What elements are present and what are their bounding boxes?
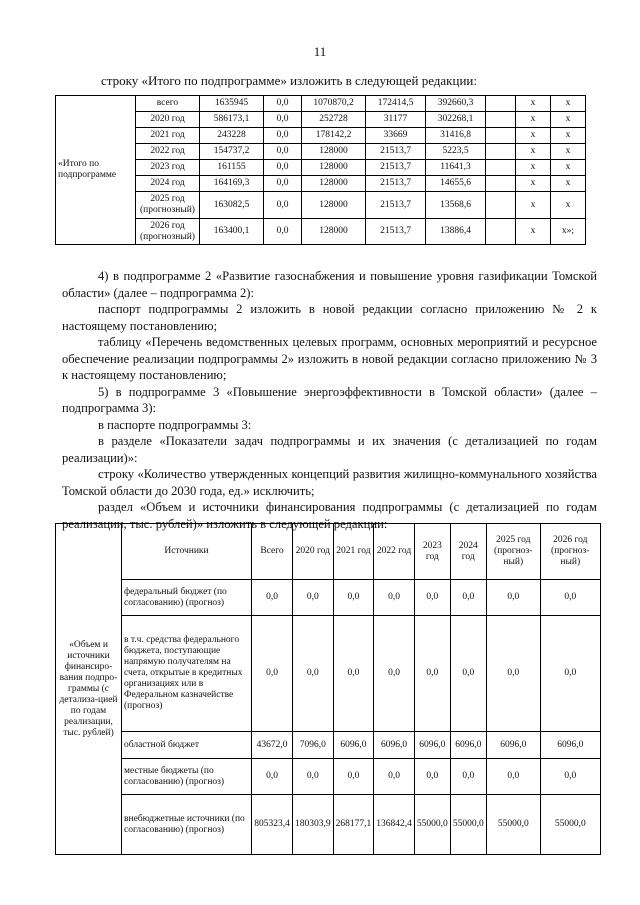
cell-x1: х [516,176,551,192]
source-cell: в т.ч. средства федерального бюджета, поступающие напрямую получателям на счета, открытые в кредитных организациях или в Федеральном казначействе (прогноз) [122,616,252,732]
cell-c3: 31177 [366,112,426,128]
cell-empty [486,160,516,176]
value-cell: 0,0 [414,580,450,616]
value-cell: 0,0 [293,759,334,795]
value-cell: 0,0 [374,616,415,732]
cell-c1: 0,0 [264,128,302,144]
cell-c1: 0,0 [264,176,302,192]
value-cell: 136842,4 [374,795,415,855]
header-cell: Всего [252,524,293,580]
paragraph: в паспорте подпрограммы 3: [98,417,252,432]
value-cell: 805323,4 [252,795,293,855]
cell-year: 2024 год [136,176,200,192]
cell-year: 2021 год [136,128,200,144]
cell-x1: х [516,96,551,112]
cell-c4: 392660,3 [426,96,486,112]
value-cell: 268177,1 [333,795,374,855]
cell-year: всего [136,96,200,112]
cell-c3: 21513,7 [366,176,426,192]
cell-empty [486,112,516,128]
source-cell: внебюджетные источники (по согласованию) (прогноз) [122,795,252,855]
paragraph: таблицу «Перечень ведомственных целевых программ, основных мероприятий и ресурсное обеспечение реализации подпрограммы 2» изложить в новой редакции согласно приложению № 3 к настоящему постановлению; [62,335,597,382]
value-cell: 0,0 [486,759,540,795]
table-row [56,176,586,192]
cell-x1: х [516,160,551,176]
source-cell: местные бюджеты (по согласованию) (прогноз) [122,759,252,795]
cell-c4: 14655,6 [426,176,486,192]
cell-year: 2022 год [136,144,200,160]
table-row [56,144,586,160]
table-row [56,112,586,128]
value-cell: 0,0 [293,616,334,732]
cell-c4: 11641,3 [426,160,486,176]
header-cell: 2025 год (прогноз-ный) [486,524,540,580]
cell-c4: 13886,4 [426,219,486,245]
cell-empty [486,96,516,112]
value-cell: 6096,0 [486,732,540,759]
cell-year: 2020 год [136,112,200,128]
value-cell: 6096,0 [540,732,600,759]
value-cell: 6096,0 [374,732,415,759]
source-cell: областной бюджет [122,732,252,759]
financing-table [55,523,601,855]
header-cell: 2024 год [450,524,486,580]
cell-c2: 128000 [302,176,366,192]
page-number: 11 [313,44,327,59]
paragraph: раздел «Объем и источники финансирования подпрограммы (с детализацией по годам реализации, тыс. рублей)» изложить в следующей редакции: [62,500,597,531]
cell-total: 161155 [200,160,264,176]
cell-total: 163082,5 [200,192,264,219]
header-cell: 2020 год [293,524,334,580]
table-row [56,128,586,144]
value-cell: 0,0 [333,616,374,732]
value-cell: 0,0 [293,580,334,616]
value-cell: 6096,0 [414,732,450,759]
cell-c1: 0,0 [264,219,302,245]
body-text [62,268,597,532]
cell-c2: 252728 [302,112,366,128]
cell-c3: 172414,5 [366,96,426,112]
value-cell: 0,0 [450,616,486,732]
value-cell: 6096,0 [333,732,374,759]
cell-total: 243228 [200,128,264,144]
cell-x2: х [551,128,586,144]
header-cell: 2026 год (прогноз-ный) [540,524,600,580]
table-row [56,580,601,616]
value-cell: 0,0 [450,580,486,616]
cell-c3: 21513,7 [366,192,426,219]
value-cell: 0,0 [540,759,600,795]
table-row [56,219,586,245]
cell-total: 1635945 [200,96,264,112]
cell-x2: х [551,144,586,160]
value-cell: 0,0 [414,759,450,795]
paragraph: 5) в подпрограмме 3 «Повышение энергоэффективности в Томской области» (далее – подпрограмма 3): [62,384,597,415]
cell-c3: 33669 [366,128,426,144]
value-cell: 55000,0 [450,795,486,855]
financing-label: «Объем и источники финансиро-вания подпро-граммы (с детализа-цией по годам реализации, тыс. рублей) [56,524,122,855]
cell-x2: х [551,176,586,192]
cell-c2: 128000 [302,144,366,160]
cell-year: 2026 год (прогнозный) [136,219,200,245]
cell-x2: х [551,112,586,128]
cell-total: 163400,1 [200,219,264,245]
cell-c1: 0,0 [264,144,302,160]
table-row [56,759,601,795]
header-cell: 2022 год [374,524,415,580]
cell-c4: 31416,8 [426,128,486,144]
value-cell: 0,0 [450,759,486,795]
source-cell: федеральный бюджет (по согласованию) (прогноз) [122,580,252,616]
cell-empty [486,192,516,219]
value-cell: 0,0 [374,759,415,795]
cell-empty [486,128,516,144]
cell-x1: х [516,112,551,128]
cell-x1: х [516,144,551,160]
cell-empty [486,144,516,160]
cell-c4: 302268,1 [426,112,486,128]
cell-c4: 5223,5 [426,144,486,160]
cell-c1: 0,0 [264,192,302,219]
cell-c1: 0,0 [264,96,302,112]
header-cell: Источники [122,524,252,580]
cell-c1: 0,0 [264,160,302,176]
table-row [56,732,601,759]
intro-line: строку «Итого по подпрограмме» изложить в следующей редакции: [101,73,477,88]
cell-total: 154737,2 [200,144,264,160]
value-cell: 0,0 [252,580,293,616]
header-cell: 2021 год [333,524,374,580]
cell-c4: 13568,6 [426,192,486,219]
value-cell: 0,0 [540,616,600,732]
value-cell: 55000,0 [486,795,540,855]
value-cell: 180303,9 [293,795,334,855]
paragraph: 4) в подпрограмме 2 «Развитие газоснабжения и повышение уровня газификации Томской области» (далее – подпрограмма 2): [62,269,597,300]
value-cell: 0,0 [486,580,540,616]
cell-x2: х [551,192,586,219]
paragraph: строку «Количество утвержденных концепций развития жилищно-коммунального хозяйства Томской области до 2030 года, ед.» исключить; [62,467,597,498]
value-cell: 0,0 [540,580,600,616]
cell-c1: 0,0 [264,112,302,128]
cell-c3: 21513,7 [366,160,426,176]
cell-year: 2025 год (прогнозный) [136,192,200,219]
value-cell: 0,0 [333,580,374,616]
subprogram-total-table [55,95,586,245]
table-row [56,160,586,176]
header-cell: 2023 год [414,524,450,580]
value-cell: 7096,0 [293,732,334,759]
value-cell: 0,0 [252,616,293,732]
cell-x2: х [551,160,586,176]
cell-year: 2023 год [136,160,200,176]
header-row [56,524,601,580]
cell-c2: 128000 [302,160,366,176]
value-cell: 0,0 [252,759,293,795]
table-row [56,192,586,219]
cell-empty [486,176,516,192]
cell-c2: 128000 [302,192,366,219]
cell-x1: х [516,128,551,144]
paragraph: паспорт подпрограммы 2 изложить в новой редакции согласно приложению № 2 к настоящему постановлению; [62,302,597,333]
table-row [56,795,601,855]
value-cell: 55000,0 [414,795,450,855]
value-cell: 43672,0 [252,732,293,759]
cell-empty [486,219,516,245]
paragraph: в разделе «Показатели задач подпрограммы и их значения (с детализацией по годам реализации)»: [62,434,597,465]
cell-c2: 178142,2 [302,128,366,144]
value-cell: 0,0 [333,759,374,795]
cell-c3: 21513,7 [366,144,426,160]
value-cell: 55000,0 [540,795,600,855]
cell-c2: 128000 [302,219,366,245]
value-cell: 0,0 [374,580,415,616]
value-cell: 0,0 [486,616,540,732]
cell-x2: х»; [551,219,586,245]
cell-c3: 21513,7 [366,219,426,245]
subprogram-total-label: «Итого по подпрограмме [56,96,136,245]
cell-c2: 1070870,2 [302,96,366,112]
cell-total: 586173,1 [200,112,264,128]
value-cell: 0,0 [414,616,450,732]
cell-total: 164169,3 [200,176,264,192]
value-cell: 6096,0 [450,732,486,759]
cell-x1: х [516,219,551,245]
cell-x1: х [516,192,551,219]
table-row [56,616,601,732]
table-row [56,96,586,112]
cell-x2: х [551,96,586,112]
